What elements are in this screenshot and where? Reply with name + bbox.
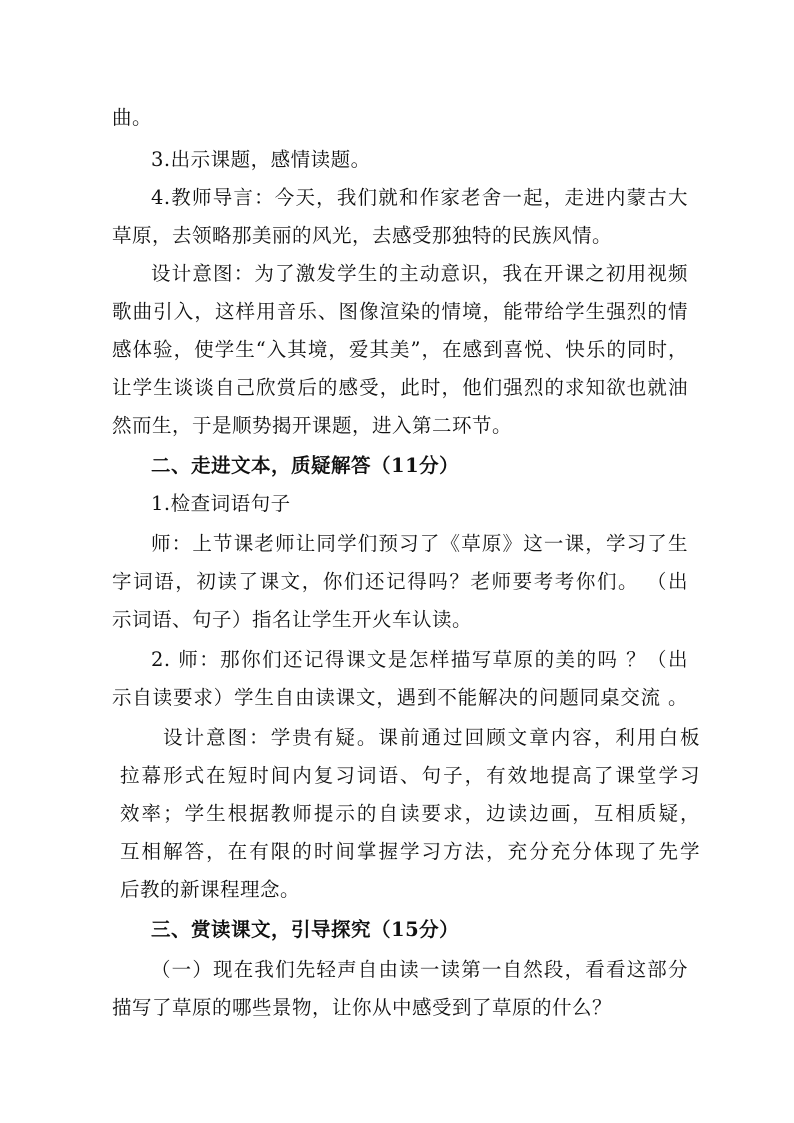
- text-line: 让学生谈谈自己欣赏后的感受，此时，他们强烈的求知欲也就油: [112, 376, 688, 399]
- text-line: 歌曲引入，这样用音乐、图像渲染的情境，能带给学生强烈的情: [112, 300, 688, 323]
- text-line: 效率；学生根据教师提示的自读要求，边读边画，互相质疑，: [120, 802, 700, 825]
- text-line: 曲。: [112, 106, 153, 129]
- text-line: （一）现在我们先轻声自由读一读第一自然段，看看这部分: [151, 958, 688, 981]
- text-line: 互相解答，在有限的时间掌握学习方法，充分充分体现了先学: [120, 840, 700, 863]
- text-line: 4.教师导言：今天，我们就和作家老舍一起，走进内蒙古大: [151, 186, 688, 209]
- text-line: 2. 师：那你们还记得课文是怎样描写草原的美的吗 ？（出: [151, 648, 688, 671]
- text-line: 示自读要求）学生自由读课文，遇到不能解决的问题同桌交流 。: [112, 686, 688, 709]
- text-line: 草原，去领略那美丽的风光，去感受那独特的民族风情。: [112, 224, 613, 247]
- text-line: 师：上节课老师让同学们预习了《草原》这一课，学习了生: [151, 532, 688, 555]
- text-line: 后教的新课程理念。: [120, 878, 301, 901]
- text-line: 感体验，使学生“入其境，爱其美”，在感到喜悦、快乐的同时，: [112, 338, 688, 361]
- text-line: 拉幕形式在短时间内复习词语、句子，有效地提高了课堂学习: [120, 764, 700, 787]
- text-line: 1.检查词语句子: [151, 492, 291, 515]
- section-heading: 三、赏读课文，引导探究（15分）: [151, 918, 460, 941]
- text-line: 设计意图：为了激发学生的主动意识，我在开课之初用视频: [151, 262, 688, 285]
- text-line: 然而生，于是顺势揭开课题，进入第二环节。: [112, 414, 513, 437]
- section-heading: 二、走进文本，质疑解答（11分）: [151, 454, 460, 477]
- text-line: 字词语，初读了课文，你们还记得吗？老师要考考你们。 （出: [112, 570, 688, 593]
- text-line: 3.出示课题，感情读题。: [151, 148, 371, 171]
- text-line: 设计意图：学贵有疑。课前通过回顾文章内容，利用白板: [163, 726, 700, 749]
- text-line: 描写了草原的哪些景物，让你从中感受到了草原的什么？: [112, 996, 613, 1019]
- text-line: 示词语、句子）指名让学生开火车认读。: [112, 608, 473, 631]
